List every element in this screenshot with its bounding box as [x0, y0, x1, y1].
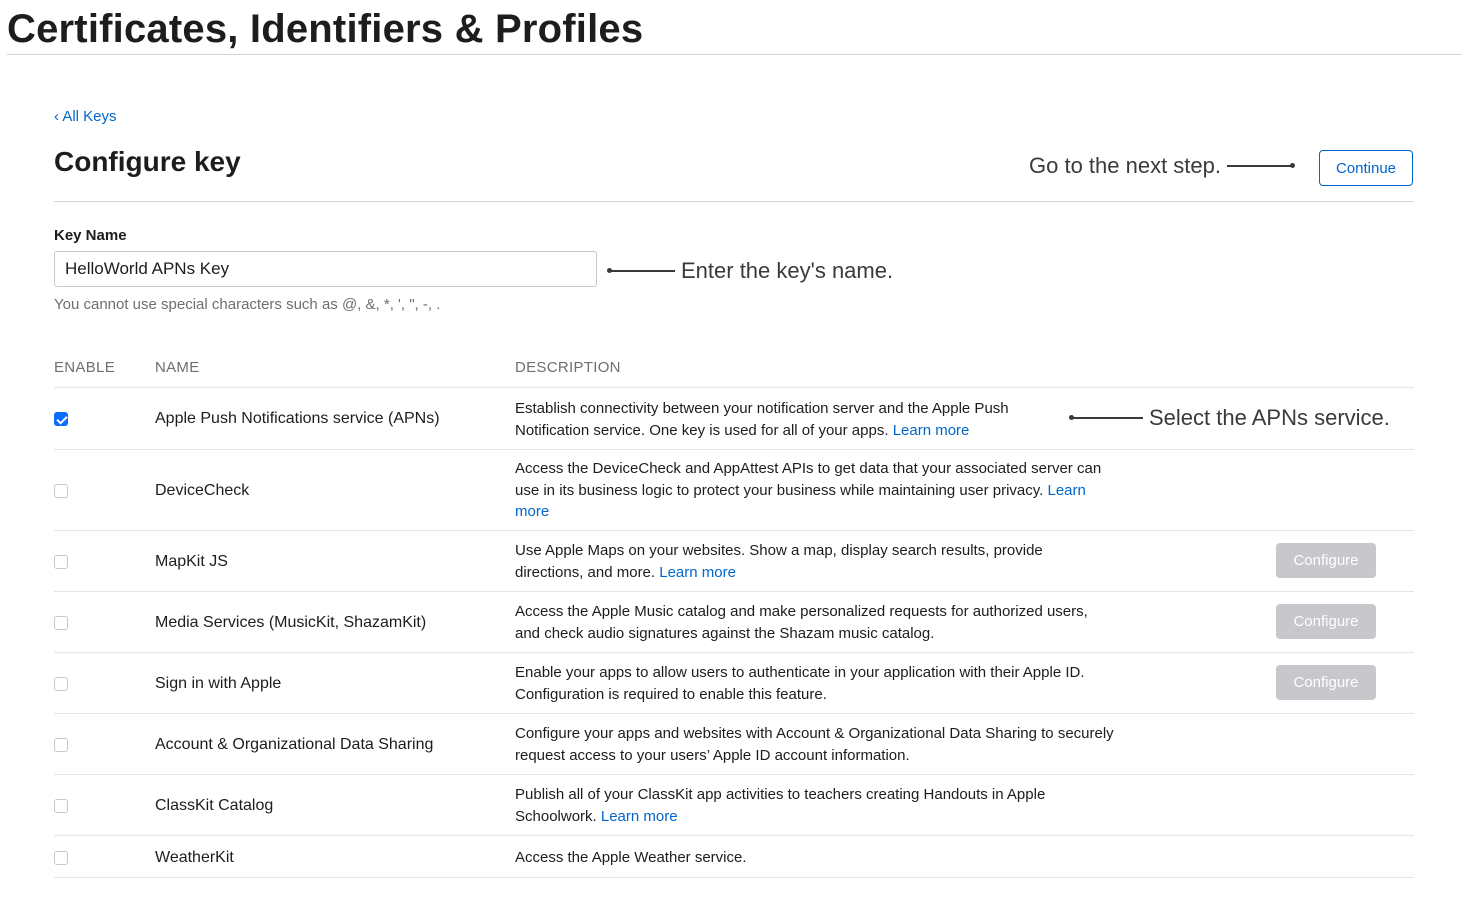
table-row-classkit-catalog — [54, 775, 1414, 836]
devicecheck-learn-more-link[interactable]: Learn more — [515, 481, 1086, 520]
table-row-media-services — [54, 592, 1414, 653]
header-enable: ENABLE — [54, 359, 115, 376]
mapkit-js-learn-more-link[interactable]: Learn more — [659, 563, 736, 581]
callout-key-name — [609, 258, 893, 284]
service-name-devicecheck: DeviceCheck — [155, 482, 250, 499]
service-name-mapkit-js: MapKit JS — [155, 553, 228, 570]
header-name: NAME — [155, 359, 200, 376]
page-header-title: Certificates, Identifiers & Profiles — [7, 7, 644, 51]
media-services-configure-button[interactable]: Configure — [1276, 604, 1376, 639]
service-description-mapkit-js — [515, 540, 1115, 583]
table-row-devicecheck — [54, 450, 1414, 531]
service-name-apns: Apple Push Notifications service (APNs) — [155, 410, 440, 427]
classkit-catalog-checkbox[interactable] — [54, 799, 68, 813]
classkit-catalog-learn-more-link[interactable]: Learn more — [600, 807, 678, 825]
media-services-checkbox[interactable] — [54, 616, 68, 630]
apns-learn-more-link[interactable]: Learn more — [892, 421, 970, 439]
callout-next-step-text: Go to the next step. — [1029, 153, 1222, 178]
service-description-apns — [515, 398, 1075, 441]
all-keys-back-link[interactable]: ‹ All Keys — [54, 108, 117, 125]
callout-next-step — [1029, 153, 1293, 179]
callout-apns-line — [1071, 417, 1143, 419]
service-description-media-services: Access the Apple Music catalog and make personalized requests for authorized users, and check audio signatures against the Shazam music catalog. — [515, 603, 1088, 642]
sign-in-with-apple-configure-button[interactable]: Configure — [1276, 665, 1376, 700]
service-description-weatherkit: Access the Apple Weather service. — [515, 849, 747, 866]
devicecheck-checkbox[interactable] — [54, 484, 68, 498]
service-description-classkit-catalog — [515, 784, 1115, 827]
account-data-sharing-checkbox[interactable] — [54, 738, 68, 752]
page-header — [7, 0, 1462, 55]
callout-apns-text: Select the APNs service. — [1149, 405, 1390, 430]
continue-button[interactable]: Continue — [1319, 150, 1413, 186]
service-name-classkit-catalog: ClassKit Catalog — [155, 797, 274, 814]
callout-key-name-text: Enter the key's name. — [681, 258, 894, 283]
mapkit-js-checkbox[interactable] — [54, 555, 68, 569]
sign-in-with-apple-checkbox[interactable] — [54, 677, 68, 691]
callout-key-name-line — [609, 270, 675, 272]
service-description-account-data-sharing: Configure your apps and websites with Account & Organizational Data Sharing to securely request access to your users’ Apple ID account information. — [515, 725, 1114, 764]
callout-next-step-line — [1227, 165, 1293, 167]
service-description-devicecheck — [515, 458, 1115, 523]
key-name-label: Key Name — [54, 227, 127, 244]
service-description-mapkit-js-text: Use Apple Maps on your websites. Show a map, display search results, provide directions, and more. — [515, 542, 1043, 581]
table-header — [54, 350, 1414, 388]
header-description: DESCRIPTION — [515, 359, 621, 376]
table-row-mapkit-js — [54, 531, 1414, 592]
table-row-weatherkit — [54, 836, 1414, 878]
service-description-apns-text: Establish connectivity between your notification server and the Apple Push Notification service. One key is used for all of your apps. — [515, 400, 1009, 439]
table-row-account-data-sharing — [54, 714, 1414, 775]
apns-checkbox[interactable] — [54, 412, 68, 426]
key-name-hint: You cannot use special characters such as @, &, *, ', ", -, . — [54, 296, 441, 313]
service-description-devicecheck-text: Access the DeviceCheck and AppAttest APIs to get data that your associated server can use in its business logic to protect your business while maintaining user privacy. — [515, 460, 1102, 499]
callout-apns — [1071, 405, 1390, 431]
service-name-weatherkit: WeatherKit — [155, 849, 234, 866]
service-name-sign-in-with-apple: Sign in with Apple — [155, 675, 282, 692]
table-row-sign-in-with-apple — [54, 653, 1414, 714]
page-title: Configure key — [54, 146, 241, 177]
service-description-sign-in-with-apple: Enable your apps to allow users to authenticate in your application with their Apple ID. Configuration is required to enable this feature. — [515, 664, 1085, 703]
weatherkit-checkbox[interactable] — [54, 851, 68, 865]
service-name-account-data-sharing: Account & Organizational Data Sharing — [155, 736, 434, 753]
key-name-input[interactable] — [54, 251, 597, 287]
service-name-media-services: Media Services (MusicKit, ShazamKit) — [155, 614, 427, 631]
mapkit-js-configure-button[interactable]: Configure — [1276, 543, 1376, 578]
service-description-classkit-catalog-text: Publish all of your ClassKit app activities to teachers creating Handouts in Apple Schoolwork. — [515, 786, 1046, 825]
